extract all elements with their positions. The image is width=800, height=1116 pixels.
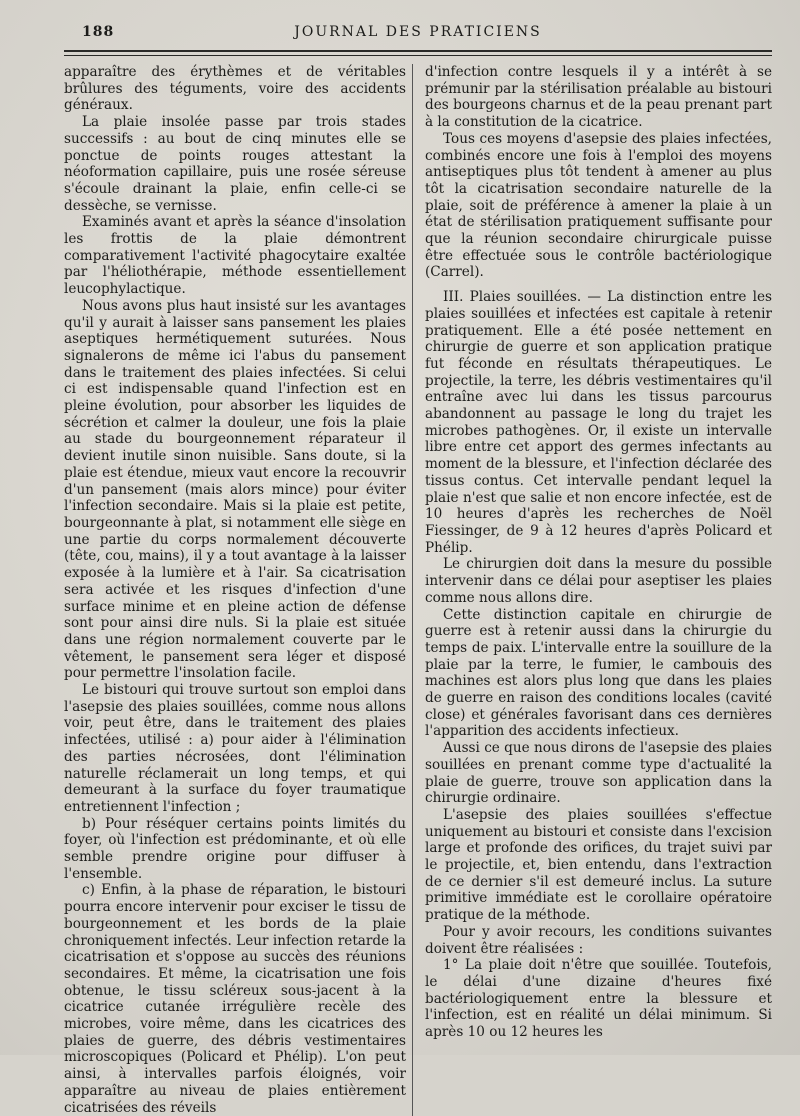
paragraph: Nous avons plus haut insisté sur les avantages qu'il y aurait à laisser sans pansement les plaies aseptiques hermétiquement suturées. Nous signalerons de même ici l'abus du pansement dans le traitement des plaies infectées. Si celui ci est indispensable quand l'infection est en pleine évolution, pour absorber les liquides de sécrétion et calmer la douleur, une fois la plaie au stade du bourgeonnement réparateur il devient inutile sinon nuisible. Sans doute, si la plaie est étendue, mieux vaut encore la recouvrir d'un pansement (mais alors mince) pour éviter l'infection secondaire. Mais si la plaie est petite, bourgeonnante à plat, si notamment elle siège en une partie du corps normalement découverte (tête, cou, mains), il y a tout avantage à la laisser exposée à la lumière et à l'air. Sa cicatrisation sera activée et les risques d'infection d'une surface minime et en pleine action de défense sont pour ainsi dire nuls. Si la plaie est située dans une région normalement couverte par le vêtement, le pansement sera léger et disposé pour permettre l'insolation facile. bbox=[64, 297, 406, 682]
page-header bbox=[64, 22, 772, 44]
paragraph: La plaie insolée passe par trois stades successifs : au bout de cinq minutes elle se ponctue de points rouges attestant la néoformation capillaire, puis une rosée séreuse s'écoule drainant la plaie, enfin celle-ci se dessèche, se vernisse. bbox=[64, 114, 406, 214]
header-rule bbox=[64, 50, 772, 52]
paragraph: Aussi ce que nous dirons de l'asepsie des plaies souillées en prenant comme type d'actualité la plaie de guerre, trouve son application dans la chirurgie ordinaire. bbox=[425, 740, 773, 807]
header-rule-thin bbox=[64, 55, 772, 56]
paragraph: Le chirurgien doit dans la mesure du possible intervenir dans ce délai pour aseptiser les plaies comme nous allons dire. bbox=[425, 556, 772, 606]
page-number: 188 bbox=[82, 24, 115, 40]
paragraph: c) Enfin, à la phase de réparation, le bistouri pourra encore intervenir pour exciser le tissu de bourgeonnement et les bords de la plaie chroniquement infectés. Leur infection retarde la cicatrisation et s'oppose au succès des réunions secondaires. Et même, la cicatrisation une fois obtenue, le tissu scléreux sous-jacent à la cicatrice cutanée irrégulière recèle des microbes, voire même, dans les cicatrices des plaies de guerre, des débris vestimentaires microscopiques (Policard et Phélip). L'on peut ainsi, à intervalles parfois éloignés, voir apparaître au niveau de plaies entièrement cicatrisées des réveils bbox=[64, 882, 406, 1116]
paragraph: Pour y avoir recours, les conditions suivantes doivent être réalisées : bbox=[425, 923, 772, 957]
paragraph: L'asepsie des plaies souillées s'effectue uniquement au bistouri et consiste dans l'excision large et profonde des orifices, du trajet suivi par le projectile, et, bien entendu, dans l'extraction de ce dernier s'il est demeuré inclus. La suture primitive immédiate est le corollaire opératoire pratique de la méthode. bbox=[425, 806, 772, 924]
paragraph: d'infection contre lesquels il y a intérêt à se prémunir par la stérilisation préalable au bistouri des bourgeons charnus et de la peau prenant part à la constitution de la cicatrice. bbox=[425, 64, 772, 131]
paragraph: Le bistouri qui trouve surtout son emploi dans l'asepsie des plaies souillées, comme nous allons voir, peut être, dans le traitement des plaies infectées, utilisé : a) pour aider à l'élimination des parties nécrosées, dont l'élimination naturelle réclamerait un long temps, et qui demeurant à la surface du foyer traumatique entretiennent l'infection ; bbox=[64, 682, 406, 815]
journal-title: JOURNAL DES PRATICIENS bbox=[294, 24, 542, 40]
paragraph: b) Pour réséquer certains points limités du foyer, où l'infection est prédominante, et où elle semble prendre origine pour diffuser à l'ensemble. bbox=[64, 815, 406, 882]
paragraph: Tous ces moyens d'asepsie des plaies infectées, combinés encore une fois à l'emploi des moyens antiseptiques plus tôt tendent à amener au plus tôt la cicatrisation secondaire naturelle de la plaie, soit de préférence à amener la plaie à un état de stérilisation pratiquement suffisante pour que la réunion secondaire chirurgicale puisse être effectuée sous le contrôle bactériologique (Carrel). bbox=[425, 130, 772, 281]
right-column bbox=[423, 64, 772, 1116]
paragraph: Examinés avant et après la séance d'insolation les frottis de la plaie démontrent comparativement l'activité phagocytaire exaltée par l'héliothérapie, méthode essentiellement leucophylactique. bbox=[64, 214, 406, 298]
paragraph: apparaître des érythèmes et de véritables brûlures des téguments, voire des accidents généraux. bbox=[64, 64, 406, 114]
paragraph: Cette distinction capitale en chirurgie de guerre est à retenir aussi dans la chirurgie du temps de paix. L'intervalle entre la souillure de la plaie par la terre, le fumier, le cambouis des machines est alors plus long que dans les plaies de guerre en raison des conditions locales (cavité close) et générales favorisant dans ces dernières l'apparition des accidents infectieux. bbox=[425, 606, 772, 740]
section-heading-paragraph: III. Plaies souillées. — La distinction entre les plaies souillées et infectées est capitale à retenir pratiquement. Elle a été posée nettement en chirurgie de guerre et son application pratique fut féconde en résultats thérapeutiques. Le projectile, la terre, les débris vestimentaires qu'il entraîne avec lui dans les tissus parcourus abandonnent au passage le long du trajet les microbes pathogènes. Or, il existe un intervalle libre entre cet apport des germes infectants au moment de la blessure, et l'infection déclarée des tissus contus. Cet intervalle pendant lequel la plaie n'est que salie et non encore infectée, est de 10 heures d'après les recherches de Noël Fiessinger, de 9 à 12 heures d'après Policard et Phélip. bbox=[425, 289, 772, 556]
paragraph: 1° La plaie doit n'être que souillée. Toutefois, le délai d'une dizaine d'heures fixé bactériologiquement entre la blessure et l'infection, est en réalité un délai minimum. Si après 10 ou 12 heures les bbox=[425, 957, 772, 1041]
left-column bbox=[64, 64, 413, 1116]
text-columns bbox=[64, 64, 772, 1116]
